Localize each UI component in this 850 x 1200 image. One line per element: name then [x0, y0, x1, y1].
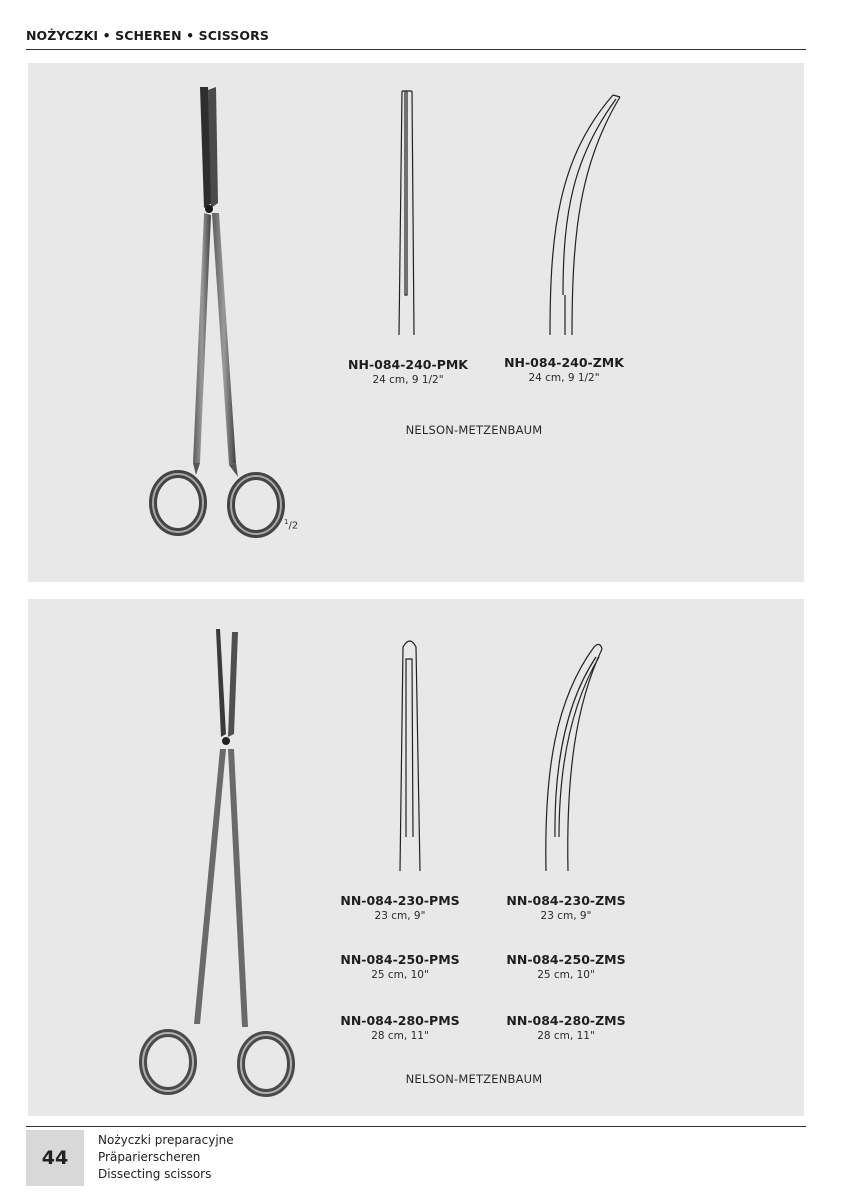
product-size: 24 cm, 9 1/2": [372, 374, 444, 386]
product-size: 23 cm, 9": [374, 910, 426, 922]
scale-label: $^1$/2: [284, 518, 299, 532]
product-name: NELSON-METZENBAUM: [405, 1072, 543, 1086]
scissors-photo-icon: [143, 629, 291, 1093]
footer-rule: [26, 1126, 806, 1127]
product-code: NN-084-250-ZMS: [506, 952, 626, 967]
product-code: NH-084-240-PMK: [348, 357, 468, 372]
product-size: 28 cm, 11": [371, 1030, 429, 1042]
product-code: NN-084-280-PMS: [340, 1013, 460, 1028]
curved-blade-drawing-icon: [546, 644, 602, 871]
straight-blade-drawing-icon: [399, 91, 414, 335]
product-code: NH-084-240-ZMK: [504, 355, 624, 370]
footer-caption-en: Dissecting scissors: [98, 1167, 212, 1181]
curved-blade-drawing-icon: [550, 95, 620, 335]
product-size: 25 cm, 10": [537, 969, 595, 981]
footer-caption-de: Präparierscheren: [98, 1150, 201, 1164]
product-code: NN-084-250-PMS: [340, 952, 460, 967]
footer-caption-pl: Nożyczki preparacyjne: [98, 1133, 234, 1147]
header-rule: [26, 49, 806, 50]
product-name: NELSON-METZENBAUM: [405, 423, 543, 437]
product-size: 24 cm, 9 1/2": [528, 372, 600, 384]
scissors-photo-icon: [153, 87, 281, 534]
page-header-title: NOŻYCZKI • SCHEREN • SCISSORS: [26, 28, 269, 43]
product-panel-top: [28, 63, 804, 582]
product-code: NN-084-230-PMS: [340, 893, 460, 908]
page-number: 44: [26, 1130, 84, 1186]
product-panel-bottom: [28, 599, 804, 1116]
scissors-illustrations-top: [28, 63, 804, 582]
product-size: 23 cm, 9": [540, 910, 592, 922]
product-code: NN-084-230-ZMS: [506, 893, 626, 908]
product-size: 25 cm, 10": [371, 969, 429, 981]
straight-blade-drawing-icon: [400, 641, 420, 871]
product-size: 28 cm, 11": [537, 1030, 595, 1042]
product-code: NN-084-280-ZMS: [506, 1013, 626, 1028]
